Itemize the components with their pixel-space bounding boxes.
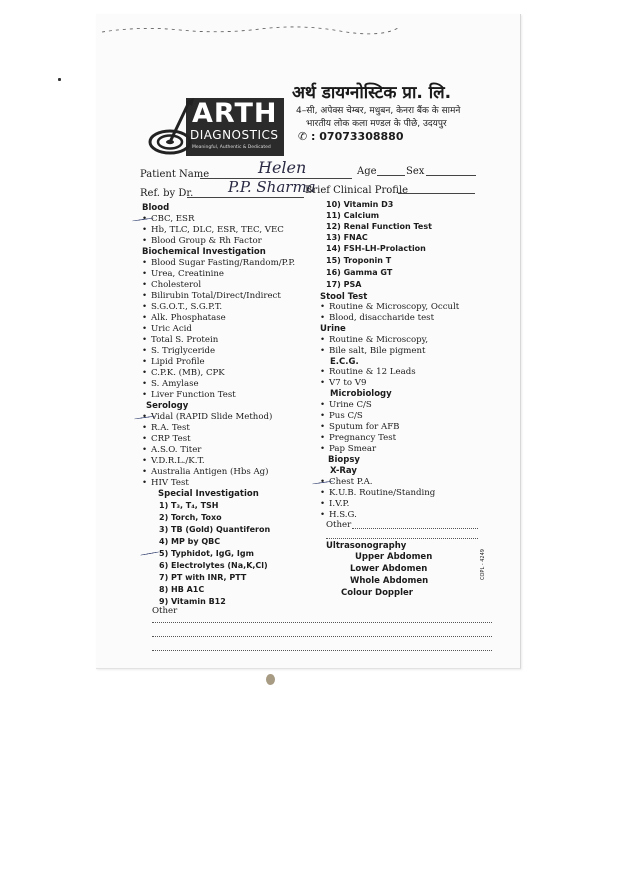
- urine-item: • Routine & Microscopy,: [320, 335, 428, 345]
- micro-item: • Urine C/S: [320, 400, 372, 410]
- xray-item: • Chest P.A.: [320, 477, 373, 487]
- other-line-right: [352, 528, 478, 529]
- phone-icon: ✆ :: [298, 130, 320, 143]
- paper-stain: [266, 674, 275, 685]
- usg-head: Ultrasonography: [326, 541, 407, 551]
- special-item: 7) PT with INR, PTT: [159, 573, 247, 582]
- special-item: 5) Typhidot, IgG, Igm: [159, 549, 254, 558]
- biopsy-head: Biopsy: [328, 455, 360, 465]
- other-label-left: Other: [152, 606, 178, 616]
- side-code: COPL - 4249: [480, 549, 486, 580]
- xray-item: • I.V.P.: [320, 499, 349, 509]
- sex-line: [426, 175, 476, 176]
- ref-label: Ref. by Dr.: [140, 188, 194, 199]
- usg-item: Colour Doppler: [341, 588, 413, 598]
- usg-item: Upper Abdomen: [355, 552, 433, 562]
- logo-sub: DIAGNOSTICS: [190, 128, 279, 142]
- other-label-right: Other: [326, 520, 352, 530]
- biochem-head: Biochemical Investigation: [142, 247, 266, 257]
- micro-item: • Pregnancy Test: [320, 433, 396, 443]
- special-head: Special Investigation: [158, 489, 259, 499]
- special-item: 17) PSA: [326, 280, 362, 289]
- phone-number: 07073308880: [319, 130, 404, 143]
- xray-head: X-Ray: [330, 466, 357, 476]
- micro-item: • Pap Smear: [320, 444, 376, 454]
- biochem-item: • S. Amylase: [142, 379, 199, 389]
- special-item: 4) MP by QBC: [159, 537, 221, 546]
- xray-item: • K.U.B. Routine/Standing: [320, 488, 435, 498]
- blood-head: Blood: [142, 203, 170, 213]
- special-item: 11) Calcium: [326, 211, 380, 220]
- micro-item: • Sputum for AFB: [320, 422, 399, 432]
- ecg-head: E.C.G.: [330, 357, 359, 367]
- biochem-item: • Bilirubin Total/Direct/Indirect: [142, 291, 281, 301]
- clinical-line: [398, 193, 475, 194]
- biochem-item: • Total S. Protein: [142, 335, 218, 345]
- biochem-item: • Urea, Creatinine: [142, 269, 224, 279]
- special-item: 2) Torch, Toxo: [159, 513, 222, 522]
- stool-item: • Routine & Microscopy, Occult: [320, 302, 459, 312]
- special-item: 9) Vitamin B12: [159, 597, 226, 606]
- micro-item: • Pus C/S: [320, 411, 363, 421]
- biochem-item: • Uric Acid: [142, 324, 192, 334]
- xray-item: • H.S.G.: [320, 510, 357, 520]
- serology-item: • Vidal (RAPID Slide Method): [142, 412, 272, 422]
- other-line: [152, 636, 492, 637]
- urine-head: Urine: [320, 324, 346, 334]
- ref-value: P.P. Sharma: [228, 178, 316, 196]
- address-line-2: भारतीय लोक कला मण्डल के पीछे, उदयपुर: [306, 119, 447, 129]
- usg-item: Whole Abdomen: [350, 576, 429, 586]
- serology-item: • HIV Test: [142, 478, 189, 488]
- scan-speck: [58, 78, 61, 81]
- micro-head: Microbiology: [330, 389, 392, 399]
- serology-item: • Australia Antigen (Hbs Ag): [142, 467, 269, 477]
- other-line: [152, 650, 492, 651]
- top-scribble: [100, 22, 400, 38]
- other-line-right: [326, 538, 478, 539]
- ref-line: [187, 197, 304, 198]
- target-logo-icon: [142, 96, 198, 158]
- logo-tagline: Meaningful, Authentic & Dedicated: [192, 145, 271, 150]
- age-label: Age: [357, 166, 377, 177]
- stool-item: • Blood, disaccharide test: [320, 313, 434, 323]
- other-line: [152, 622, 492, 623]
- special-item: 1) T₃, T₄, TSH: [159, 501, 219, 510]
- special-item: 13) FNAC: [326, 233, 368, 242]
- special-item: 6) Electrolytes (Na,K,Cl): [159, 561, 268, 570]
- special-item: 12) Renal Function Test: [326, 222, 432, 231]
- blood-item: • CBC, ESR: [142, 214, 194, 224]
- company-name-hindi: अर्थ डायग्नोस्टिक प्रा. लि.: [292, 83, 452, 103]
- biochem-item: • Lipid Profile: [142, 357, 205, 367]
- special-item: 10) Vitamin D3: [326, 200, 394, 209]
- stool-head: Stool Test: [320, 292, 368, 302]
- patient-name-label: Patient Name: [140, 169, 210, 180]
- serology-item: • A.S.O. Titer: [142, 445, 201, 455]
- ecg-item: • V7 to V9: [320, 378, 366, 388]
- special-item: 8) HB A1C: [159, 585, 205, 594]
- biochem-item: • S. Triglyceride: [142, 346, 215, 356]
- biochem-item: • Liver Function Test: [142, 390, 236, 400]
- serology-head: Serology: [146, 401, 189, 411]
- biochem-item: • Alk. Phosphatase: [142, 313, 226, 323]
- biochem-item: • Blood Sugar Fasting/Random/P.P.: [142, 258, 295, 268]
- special-item: 3) TB (Gold) Quantiferon: [159, 525, 271, 534]
- blood-item: • Blood Group & Rh Factor: [142, 236, 262, 246]
- special-item: 16) Gamma GT: [326, 268, 393, 277]
- patient-name-value: Helen: [258, 158, 307, 177]
- phone-row: [298, 130, 403, 143]
- serology-item: • R.A. Test: [142, 423, 190, 433]
- serology-item: • V.D.R.L./K.T.: [142, 456, 205, 466]
- address-line-1: 4–सी, अपेक्स चेम्बर, मधुबन, केनरा बैंक के सामने: [296, 106, 461, 116]
- biochem-item: • Cholesterol: [142, 280, 201, 290]
- age-line: [377, 175, 405, 176]
- blood-item: • Hb, TLC, DLC, ESR, TEC, VEC: [142, 225, 284, 235]
- clinical-label: Brief Clinical Profile: [305, 185, 409, 196]
- urine-item: • Bile salt, Bile pigment: [320, 346, 425, 356]
- ecg-item: • Routine & 12 Leads: [320, 367, 416, 377]
- special-item: 14) FSH-LH-Prolaction: [326, 244, 426, 253]
- biochem-item: • S.G.O.T., S.G.P.T.: [142, 302, 222, 312]
- biochem-item: • C.P.K. (MB), CPK: [142, 368, 225, 378]
- logo-main: ARTH: [192, 98, 278, 129]
- usg-item: Lower Abdomen: [350, 564, 428, 574]
- sex-label: Sex: [406, 166, 425, 177]
- serology-item: • CRP Test: [142, 434, 191, 444]
- special-item: 15) Troponin T: [326, 256, 392, 265]
